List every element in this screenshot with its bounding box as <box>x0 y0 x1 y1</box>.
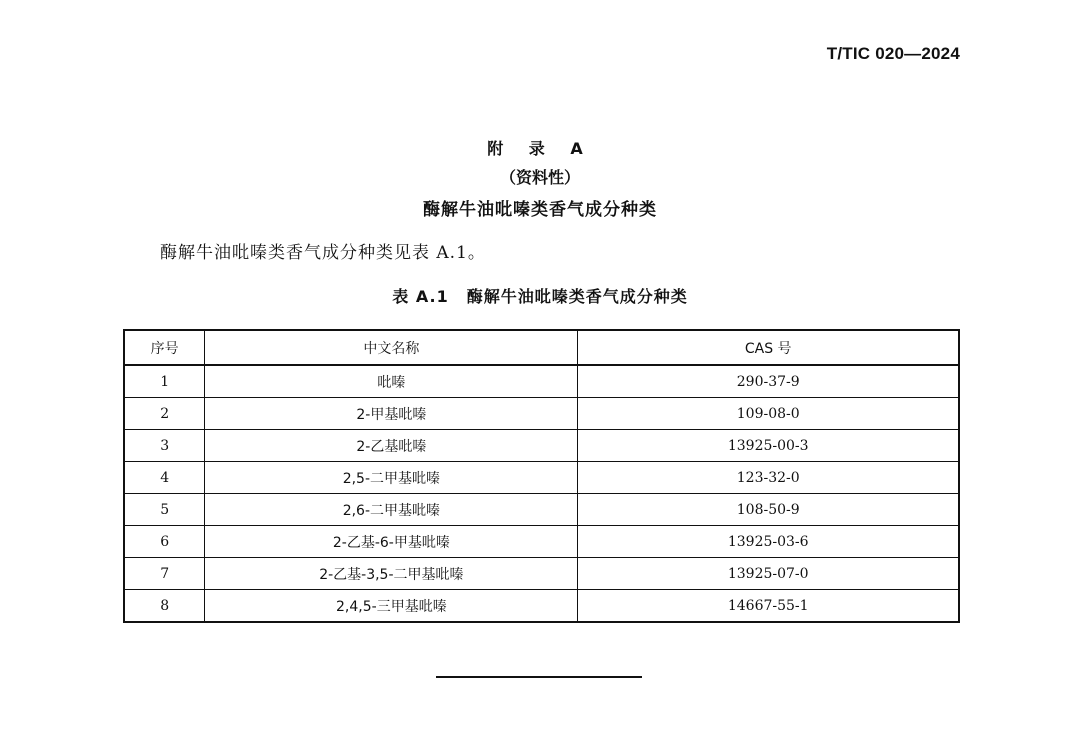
appendix-nature: （资料性） <box>499 168 580 187</box>
cell-name: 2-乙基-6-甲基吡嗪 <box>205 526 578 558</box>
cell-name: 2,4,5-三甲基吡嗪 <box>205 590 578 623</box>
header-num: 序号 <box>124 330 205 365</box>
cell-cas: 109-08-0 <box>578 398 959 430</box>
table-caption-number: 表 A.1 <box>392 287 449 306</box>
table-row <box>124 526 959 558</box>
cell-num: 2 <box>124 398 205 430</box>
table-caption <box>0 284 1080 307</box>
cell-name: 2-甲基吡嗪 <box>205 398 578 430</box>
cell-num: 5 <box>124 494 205 526</box>
table-row <box>124 462 959 494</box>
cell-cas: 123-32-0 <box>578 462 959 494</box>
header-cas: CAS 号 <box>578 330 959 365</box>
cell-cas: 290-37-9 <box>578 365 959 398</box>
cell-cas: 13925-03-6 <box>578 526 959 558</box>
cell-num: 6 <box>124 526 205 558</box>
cell-num: 7 <box>124 558 205 590</box>
cell-name: 2-乙基吡嗪 <box>205 430 578 462</box>
cell-num: 4 <box>124 462 205 494</box>
end-divider <box>436 676 642 678</box>
table-caption-title: 酶解牛油吡嗪类香气成分种类 <box>466 287 688 306</box>
table-row <box>124 494 959 526</box>
cell-name: 2,6-二甲基吡嗪 <box>205 494 578 526</box>
cell-num: 1 <box>124 365 205 398</box>
appendix-title: 附 录 A <box>487 139 593 158</box>
table-row <box>124 590 959 623</box>
cell-cas: 13925-07-0 <box>578 558 959 590</box>
intro-paragraph: 酶解牛油吡嗪类香气成分种类见表 A.1。 <box>160 243 486 263</box>
cell-name: 2,5-二甲基吡嗪 <box>205 462 578 494</box>
table-header-row <box>124 330 959 365</box>
appendix-subject: 酶解牛油吡嗪类香气成分种类 <box>423 200 657 220</box>
table-row <box>124 398 959 430</box>
pyrazine-table <box>123 329 960 623</box>
cell-cas: 14667-55-1 <box>578 590 959 623</box>
table-row <box>124 558 959 590</box>
cell-cas: 108-50-9 <box>578 494 959 526</box>
table-row <box>124 430 959 462</box>
cell-name: 吡嗪 <box>205 365 578 398</box>
header-name: 中文名称 <box>205 330 578 365</box>
table-row <box>124 365 959 398</box>
cell-name: 2-乙基-3,5-二甲基吡嗪 <box>205 558 578 590</box>
cell-cas: 13925-00-3 <box>578 430 959 462</box>
standard-code: T/TIC 020—2024 <box>826 44 960 63</box>
cell-num: 3 <box>124 430 205 462</box>
cell-num: 8 <box>124 590 205 623</box>
